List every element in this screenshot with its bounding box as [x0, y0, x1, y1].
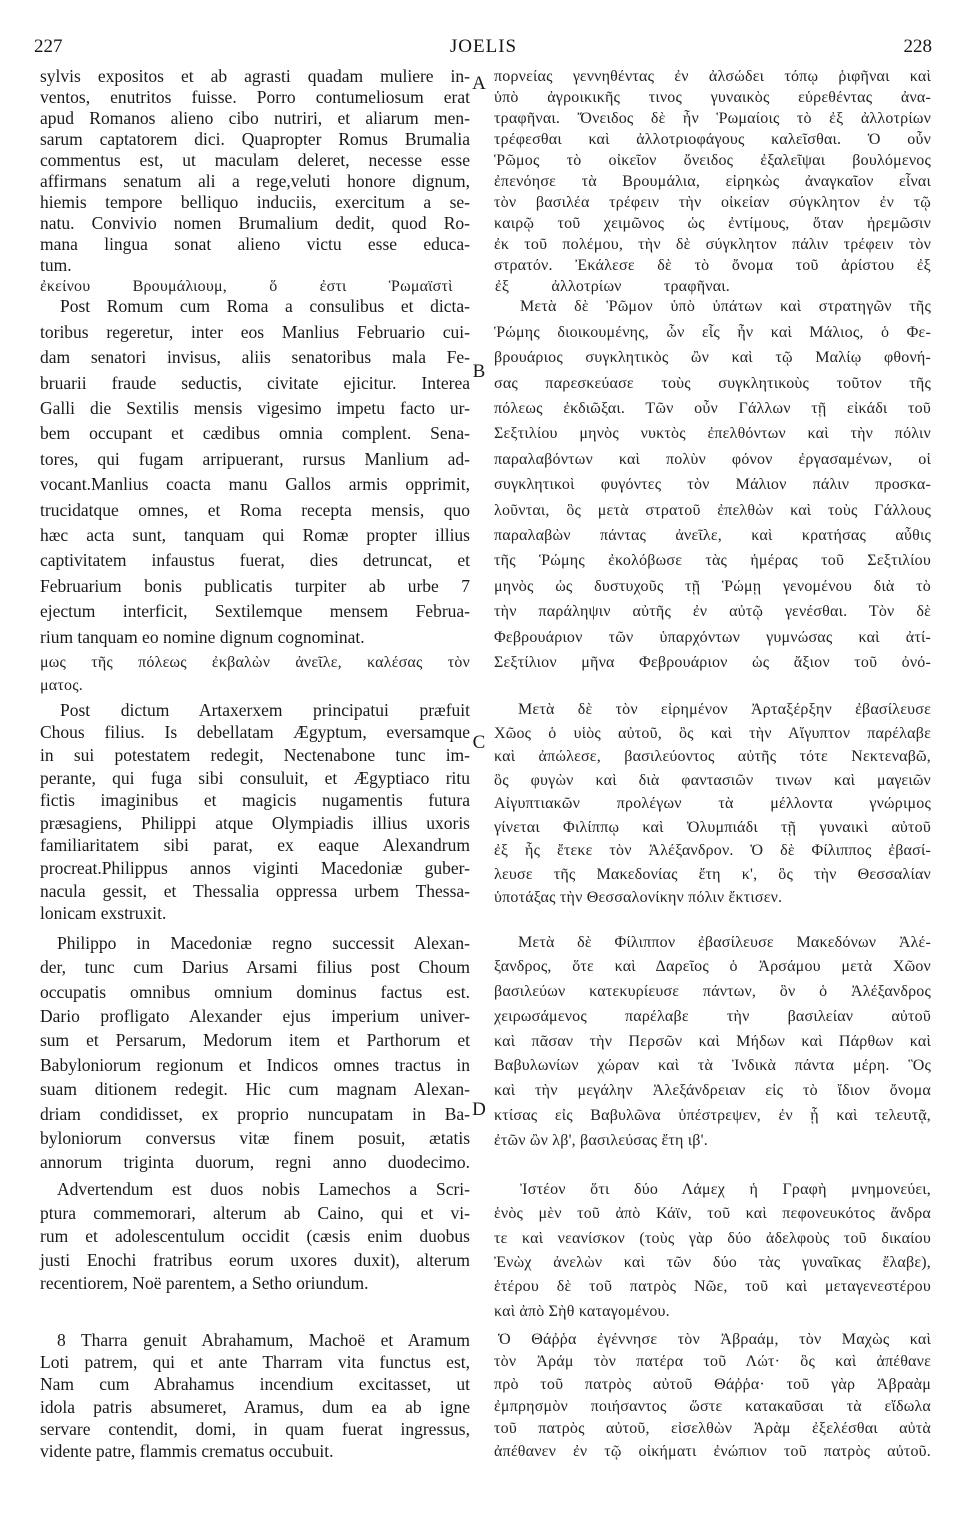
- margin-letter-c: C: [472, 732, 486, 753]
- greek-text-line: καὶ τὴν μεγάλην Ἀλεξάνδρειαν εἰς τὸ ἴδιον ὄνομα: [494, 1082, 931, 1100]
- greek-text-line: καιρῷ τοῦ χειμῶνος ὡς ἐντίμους, ὅταν ἠρεμῶσιν: [494, 214, 931, 232]
- latin-text-line: Dario profligato Alexander ejus imperium univer-: [40, 1006, 470, 1026]
- greek-text-line: τραφῆναι. Ὄνειδος δὲ ἦν Ῥωμαίοις τὸ ἐξ ἀλλοτρίων: [494, 109, 931, 127]
- latin-text-line: familiaritatem sibi parat, ex eaque Alexandrum: [40, 835, 470, 856]
- greek-text-line: στρατόν. Ἐκάλεσε δὲ τὸ ὄνομα τοῦ ἀρίστου ἐξ: [494, 256, 931, 274]
- greek-text-line: ἀπέθανεν ἐν τῷ οἰκήματι ἐνώπιον τοῦ πατρὸς αὐτοῦ.: [494, 1442, 931, 1460]
- greek-text-line: τοῦ πατρὸς αὐτοῦ, εἰσελθὼν Ἀρὰμ ἐξελέσθαι αὐτὰ: [494, 1420, 931, 1438]
- latin-text-line: procreat.Philippus annos viginti Macedoniæ guber-: [40, 857, 470, 878]
- greek-text-line: ἐμπρησμὸν ποιήσαντος ὥστε κατακαῦσαι τὰ εἴδωλα: [494, 1398, 931, 1415]
- latin-text-line: Nam cum Abrahamus incendium excitasset, ut: [40, 1374, 470, 1395]
- greek-text-line: συγκλητικοὶ φυγόντες τὸν Μάλιον πάλιν προσκα-: [494, 476, 931, 494]
- latin-text-line: apud Romanos alieno cibo nutriri, et aliarum men-: [40, 107, 470, 128]
- greek-text-line: Βαβυλωνίων χώραν καὶ τὰ Ἰνδικὰ πάντα μέρη. Ὃς: [494, 1057, 931, 1075]
- latin-text-line: commentus est, ut maculam deleret, necesse esse: [40, 149, 470, 170]
- greek-text-line: ἐκ τοῦ πολέμου, τὴν δὲ σύγκλητον πάλιν τρέφειν τὸν: [494, 235, 931, 253]
- latin-text-line: fictis imaginibus et magicis nugamentis futura: [40, 790, 470, 811]
- latin-text-line: in sui potestatem redegit, Nectenabone tunc im-: [40, 744, 470, 765]
- greek-text-line: Χῶος ὁ υἱὸς αὐτοῦ, ὃς καὶ τὴν Αἴγυπτον παρέλαβε: [494, 724, 931, 742]
- margin-letter-a: A: [472, 73, 486, 94]
- latin-text-line: Februarium bonis publicatis turpiter ab urbe 7: [40, 575, 470, 596]
- latin-text-line: trucidatque omnes, et Roma recepta mensis, quo: [40, 499, 470, 520]
- latin-text-line: Philippo in Macedoniæ regno successit Alexan-: [57, 932, 470, 953]
- latin-text-line: bruarii fraude seductis, civitate ejicitur. Interea: [40, 372, 470, 393]
- latin-text-line: Post Romum cum Roma a consulibus et dicta-: [60, 296, 470, 317]
- latin-text-line: rium tanquam eo nomine dignum cognominat.: [40, 626, 365, 647]
- greek-runover-line: ἐκείνου Βρουμάλιουμ, ὅ ἐστι Ῥωμαϊστὶ ἐξ ἀλλοτρίων τραφῆναι.: [40, 278, 730, 295]
- latin-text-line: der, tunc cum Darius Arsami filius post Choum: [40, 957, 470, 978]
- running-title: JOELIS: [449, 36, 518, 57]
- latin-text-line: Babyloniorum regionum et Indicos omnes tractus in: [40, 1054, 470, 1075]
- greek-text-line: τρέφεσθαι καὶ ἀλλοτριοφάγους καλεῖσθαι. Ὁ οὖν: [494, 130, 931, 148]
- greek-text-line: Ῥώμης διοικουμένης, ὧν εἷς ἦν καὶ Μάλιος, ὁ Φε-: [494, 323, 931, 341]
- latin-text-line: hæc acta sunt, tanquam qui Romæ propter illius: [40, 524, 470, 545]
- greek-text-line: Μετὰ δὲ Ῥῶμον ὑπὸ ὑπάτων καὶ στρατηγῶν τῆς: [520, 298, 931, 316]
- greek-text-line: πόλεως ἐκδιῶξαι. Τῶν οὖν Γάλλων τῇ εἰκάδι τοῦ: [494, 399, 931, 417]
- greek-text-line: λευσε τῆς Μακεδονίας ἔτη κ', ὃς τὴν Θεσσαλίαν: [494, 865, 931, 883]
- latin-text-line: sarum captatorem dici. Quapropter Romus Brumalia: [40, 128, 470, 149]
- greek-text-line: πρὸ τοῦ πατρὸς αὐτοῦ Θάῤῥα· τοῦ γὰρ Ἀβραὰμ: [494, 1375, 931, 1393]
- latin-text-line: Post dictum Artaxerxem principatui præfuit: [60, 699, 470, 720]
- latin-text-line: ejectum interficit, Sextilemque mensem Februa-: [40, 601, 470, 622]
- latin-text-line: ptura commemorari, alterum ab Caino, qui et vi-: [40, 1202, 470, 1223]
- latin-text-line: 8 Tharra genuit Abrahamum, Machoë et Aramum: [57, 1329, 470, 1350]
- greek-text-line: τὸν βασιλέα τρέφειν τὴν οἰκείαν σύγκλητον ἐν τῷ: [494, 193, 931, 211]
- greek-text-line: Ἐνὼχ ἀνελὼν καὶ τῶν δύο τὰς γυναῖκας ἔλαβε),: [494, 1254, 931, 1271]
- greek-text-line: καὶ ἀπὸ Σὴθ καταγομένου.: [494, 1302, 670, 1320]
- latin-text-line: vidente patre, flammis crematus occubuit.: [40, 1441, 334, 1462]
- margin-letter-d: D: [472, 1099, 486, 1120]
- greek-text-line: Αἰγυπτιακῶν προλέγων τὰ μέλλοντα γνώριμος: [494, 795, 931, 813]
- greek-text-line: γίνεται Φιλίππῳ καὶ Ὀλυμπιάδι τῇ γυναικὶ αὐτοῦ: [494, 818, 931, 836]
- latin-text-line: vocant.Manlius coacta manu Gallos armis opprimit,: [40, 474, 470, 495]
- page-number-left: 227: [34, 36, 63, 57]
- latin-text-line: toribus regeretur, inter eos Manlius Februario cui-: [40, 321, 470, 342]
- latin-text-line: recentiorem, Noë parentem, a Setho oriundum.: [40, 1273, 369, 1294]
- latin-text-line: rum et adolescentulum occidit (cæsis enim duobus: [40, 1226, 470, 1247]
- greek-text-line: ὑπὸ ἀγροικικῆς τινος γυναικὸς εὑρεθέντας ἀνα-: [494, 88, 931, 106]
- latin-text-line: dam senatori invisus, aliis senatoribus mala Fe-: [40, 347, 470, 368]
- greek-text-line: τε καὶ νεανίσκον (τοὺς γὰρ δύο ἀδελφοὺς τοῦ δικαίου: [494, 1229, 931, 1247]
- greek-text-line: Φεβρουάριον τῶν ὑπαρχόντων γυμνώσας καὶ ἀτί-: [494, 628, 931, 646]
- latin-text-line: affirmans senatum ali a rege,veluti honore dignum,: [40, 170, 470, 191]
- latin-text-line: mana lingua sonat alieno victu esse educa-: [40, 233, 470, 254]
- greek-text-line: ἑνὸς μὲν τοῦ ἀπὸ Κάϊν, τοῦ καὶ πεφονευκότος ἄνδρα: [494, 1205, 931, 1223]
- latin-text-line: byloniorum conversus vitæ finem posuit, ætatis: [40, 1128, 470, 1148]
- greek-text-line: τὸν Ἀράμ τὸν πατέρα τοῦ Λώτ· ὃς καὶ ἀπέθανε: [494, 1353, 931, 1371]
- greek-text-line: ἐτῶν ὢν λβ', βασιλεύσας ἔτη ιβ'.: [494, 1131, 708, 1149]
- latin-text-line: occupatis omnibus omnium dominus factus est.: [40, 981, 470, 1002]
- greek-text-line: μηνὸς ὡς δυστυχοῦς τῇ Ῥώμῃ γενομένου διὰ τὸ: [494, 577, 931, 595]
- latin-text-line: justi Enochi fratribus eorum uxores duxit), alterum: [40, 1249, 470, 1270]
- latin-text-line: tum.: [40, 254, 72, 275]
- greek-text-line: καὶ πᾶσαν τὴν Περσῶν καὶ Μήδων καὶ Πάρθων καὶ: [494, 1032, 931, 1050]
- latin-text-line: sum et Persarum, Medorum item et Parthorum et: [40, 1030, 470, 1051]
- greek-text-line: πορνείας γεννηθέντας ἐν ἀλσώδει τόπῳ ῥιφῆναι καὶ: [494, 67, 931, 85]
- greek-text-line: ἐπενόησε τὰ Βρουμάλια, εἰρηκὼς ἀναγκαῖον εἶναι: [494, 172, 931, 190]
- latin-text-line: nacula gessit, et Thessalia oppressa urbem Thessa-: [40, 880, 470, 901]
- latin-text-line: præsagiens, Philippi atque Olympiadis illius uxoris: [40, 812, 470, 833]
- latin-text-line: hiemis tempore belliquo induciis, exercitum a se-: [40, 191, 470, 212]
- greek-text-line: Μετὰ δὲ τὸν εἰρημένον Ἀρταξέρξην ἐβασίλευσε: [518, 701, 931, 719]
- greek-text-line: λοῦνται, ὃς μετὰ στρατοῦ ἐπελθὼν καὶ τοὺς Γάλλους: [494, 501, 931, 519]
- greek-text-line: σας παρεσκεύασε τοὺς συγκλητικοὺς τοῦτον τῆς: [494, 374, 931, 392]
- latin-text-line: servare contendit, domi, in quam fuerat ingressus,: [40, 1419, 470, 1440]
- greek-text-line: παραλαβὼν πάντας ἀνεῖλε, καὶ κρατήσας αὖθις: [494, 526, 931, 544]
- greek-text-line: Ὁ Θάῤῥα ἐγέννησε τὸν Ἀβραάμ, τὸν Μαχὼς καὶ: [498, 1330, 931, 1348]
- greek-text-line: ἐξ ἧς ἔτεκε τὸν Ἀλέξανδρον. Ὁ δὲ Φίλιππος ἐβασί-: [494, 842, 931, 860]
- greek-text-line: βασιλεύων κατεκυρίευσε πάντων, ὃν ὁ Ἀλέξανδρος: [494, 983, 931, 1001]
- latin-text-line: bem occupant et cædibus omnia complent. Sena-: [40, 423, 470, 444]
- greek-text-line: ξανδρος, ὅτε καὶ Δαρεῖος ὁ Ἀρσάμου μετὰ Χῶον: [494, 958, 931, 976]
- greek-text-line: βρουάριος συγκλητικὸς ὢν καὶ τῷ Μαλίῳ φθονή-: [494, 349, 931, 367]
- page-number-right: 228: [903, 36, 932, 57]
- greek-text-line: ἑτέρου δὲ τοῦ πατρὸς Νῶε, τοῦ καὶ μεταγενεστέρου: [494, 1278, 931, 1296]
- latin-text-line: ventos, enutritos fuisse. Porro contumeliosum erat: [40, 86, 470, 107]
- greek-text-line: Σεξτιλίου μηνὸς νυκτὸς ἐπελθόντων καὶ τὴν πόλιν: [494, 425, 931, 443]
- latin-text-line: Galli die Sextilis mensis vigesimo impetu facto ur-: [40, 397, 470, 418]
- greek-runover-line: Σεξτίλιον μῆνα Φεβρουάριον ὡς ἄξιον τοῦ ὀνό-: [494, 653, 931, 671]
- greek-text-line: καὶ ἀπώλεσε, βασιλεύοντος αὐτῆς τότε Νεκτεναβῶ,: [494, 748, 931, 766]
- greek-text-line: τῆς Ῥώμης ἐκολόβωσε τὰς ἡμέρας τοῦ Σεξτιλίου: [494, 552, 931, 570]
- greek-text-line: Μετὰ δὲ Φίλιππον ἐβασίλευσε Μακεδόνων Ἀλέ-: [518, 933, 931, 951]
- greek-text-line: παραλαβόντων καὶ πολὺν φόνον ἐργασαμένων, οἱ: [494, 450, 931, 468]
- greek-text-line: χειρωσάμενος παρέλαβε τὴν βασιλείαν αὐτοῦ: [494, 1007, 931, 1025]
- latin-text-line: Advertendum est duos nobis Lamechos a Scri-: [57, 1179, 470, 1200]
- greek-text-line: Ῥῶμος τὸ οἰκεῖον ὄνειδος ἐξαλεῖψαι βουλόμενος: [494, 151, 931, 169]
- latin-text-line: tores, qui fugam arripuerant, rursus Manlium ad-: [40, 448, 470, 469]
- greek-runover-line: μως τῆς πόλεως ἐκβαλὼν ἀνεῖλε, καλέσας τὸν: [40, 653, 470, 671]
- margin-letter-b: B: [472, 361, 486, 382]
- latin-text-line: suam ditionem redegit. Hic cum magnam Alexan-: [40, 1079, 470, 1100]
- latin-text-line: annorum triginta duorum, regni anno duodecimo.: [40, 1152, 470, 1173]
- greek-text-line: Ἰστέον ὅτι δύο Λάμεχ ἡ Γραφὴ μνημονεύει,: [520, 1180, 931, 1198]
- greek-runover-line: ματος.: [40, 676, 83, 694]
- latin-text-line: lonicam exstruxit.: [40, 903, 167, 924]
- greek-text-line: τὴν παράληψιν αὐτῆς ἐν αὐτῷ γενέσθαι. Τὸν δὲ: [494, 603, 931, 621]
- latin-text-line: natu. Convivio nomen Brumalium dedit, quod Ro-: [40, 212, 470, 233]
- latin-text-line: captivitatem infaustus fuerat, dies detruncat, et: [40, 550, 470, 571]
- latin-text-line: Chous filius. Is debellatam Ægyptum, eversamque: [40, 722, 470, 743]
- latin-text-line: Loti patrem, qui et ante Tharram vita functus est,: [40, 1352, 470, 1373]
- greek-text-line: ὑποτάξας τὴν Θεσσαλονίκην πόλιν ἔκτισεν.: [494, 889, 783, 907]
- greek-text-line: ὃς φυγὼν καὶ διὰ φαντασιῶν τινων καὶ μαγειῶν: [494, 771, 931, 789]
- latin-text-line: driam condidisset, ex proprio nuncupatam in Ba-: [40, 1103, 470, 1124]
- latin-text-line: idola patris absumeret, Aramus, dum ea ab igne: [40, 1396, 470, 1417]
- latin-text-line: sylvis expositos et ab agrasti quadam muliere in-: [40, 65, 470, 86]
- greek-text-line: κτίσας εἰς Βαβυλῶνα ὑπέστρεψεν, ἐν ᾗ καὶ τελευτᾷ,: [494, 1106, 931, 1124]
- latin-text-line: perante, qui fuga sibi consuluit, et Ægyptiaco ritu: [40, 767, 470, 788]
